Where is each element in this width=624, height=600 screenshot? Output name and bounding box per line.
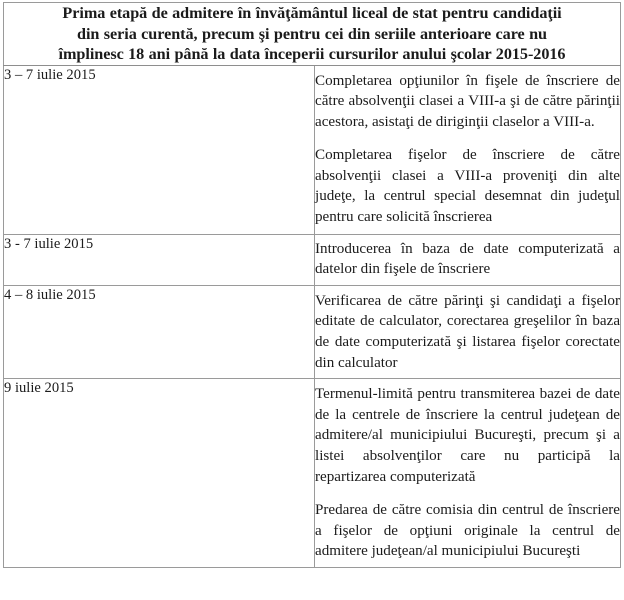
activity-paragraph: Completarea fişelor de înscriere de către absolvenţii clasei a VIII-a proveniţi din alte judeţe, la centrul special desemnat din judeţul pentru care solicită înscrierea (315, 147, 621, 226)
date-value: 9 iulie 2015 (4, 380, 74, 397)
table-row (4, 65, 621, 234)
activity-paragraph: Completarea opţiunilor în fişele de înscriere de către absolvenţii clasei a VIII-a şi de către părinţii acestora, asistaţi de diriginţii claselor a VIII-a. (315, 72, 621, 130)
table-cell-activity (315, 234, 621, 285)
activity-paragraph: Predarea de către comisia din centrul de înscriere a fişelor de opţiuni originale la centrul de admitere judeţean/al municipiului Bucureşti (315, 502, 621, 560)
table-row (4, 379, 621, 568)
table-cell-activity (315, 285, 621, 378)
table-cell-date (4, 379, 315, 568)
activity-paragraph: Verificarea de către părinţi şi candidaţi a fişelor editate de calculator, corectarea greşelilor în baza de date computerizată şi listarea fişelor corectate din calculator (315, 292, 621, 371)
table-title-cell (4, 3, 621, 66)
activity-paragraph: Termenul-limită pentru transmiterea bazei de date de la centrele de înscriere la centrul judeţean de admitere/al municipiului Bucureşti, precum şi a listei absolvenţilor care nu participă la repartizarea computerizată (315, 386, 621, 485)
page-title (4, 3, 620, 65)
table-cell-date (4, 65, 315, 234)
table-cell-activity (315, 379, 621, 568)
table-cell-activity (315, 65, 621, 234)
table-row (4, 285, 621, 378)
table-header-row (4, 3, 621, 66)
page-title-line-3: împlinesc 18 ani până la data începerii cursurilor anului şcolar 2015-2016 (58, 45, 566, 63)
page-title-line-1: Prima etapă de admitere în învăţământul liceal de stat pentru candidaţii (62, 4, 562, 22)
table-cell-date (4, 285, 315, 378)
date-value: 4 – 8 iulie 2015 (4, 286, 96, 303)
page-title-line-2: din seria curentă, precum şi pentru cei din seriile anterioare care nu (77, 24, 547, 43)
activity-paragraph: Introducerea în baza de date computerizată a datelor din fişele de înscriere (315, 240, 621, 278)
date-value: 3 – 7 iulie 2015 (4, 66, 96, 83)
table-cell-date (4, 234, 315, 285)
date-value: 3 - 7 iulie 2015 (4, 235, 94, 252)
table-row (4, 234, 621, 285)
admission-calendar-table (3, 2, 621, 568)
